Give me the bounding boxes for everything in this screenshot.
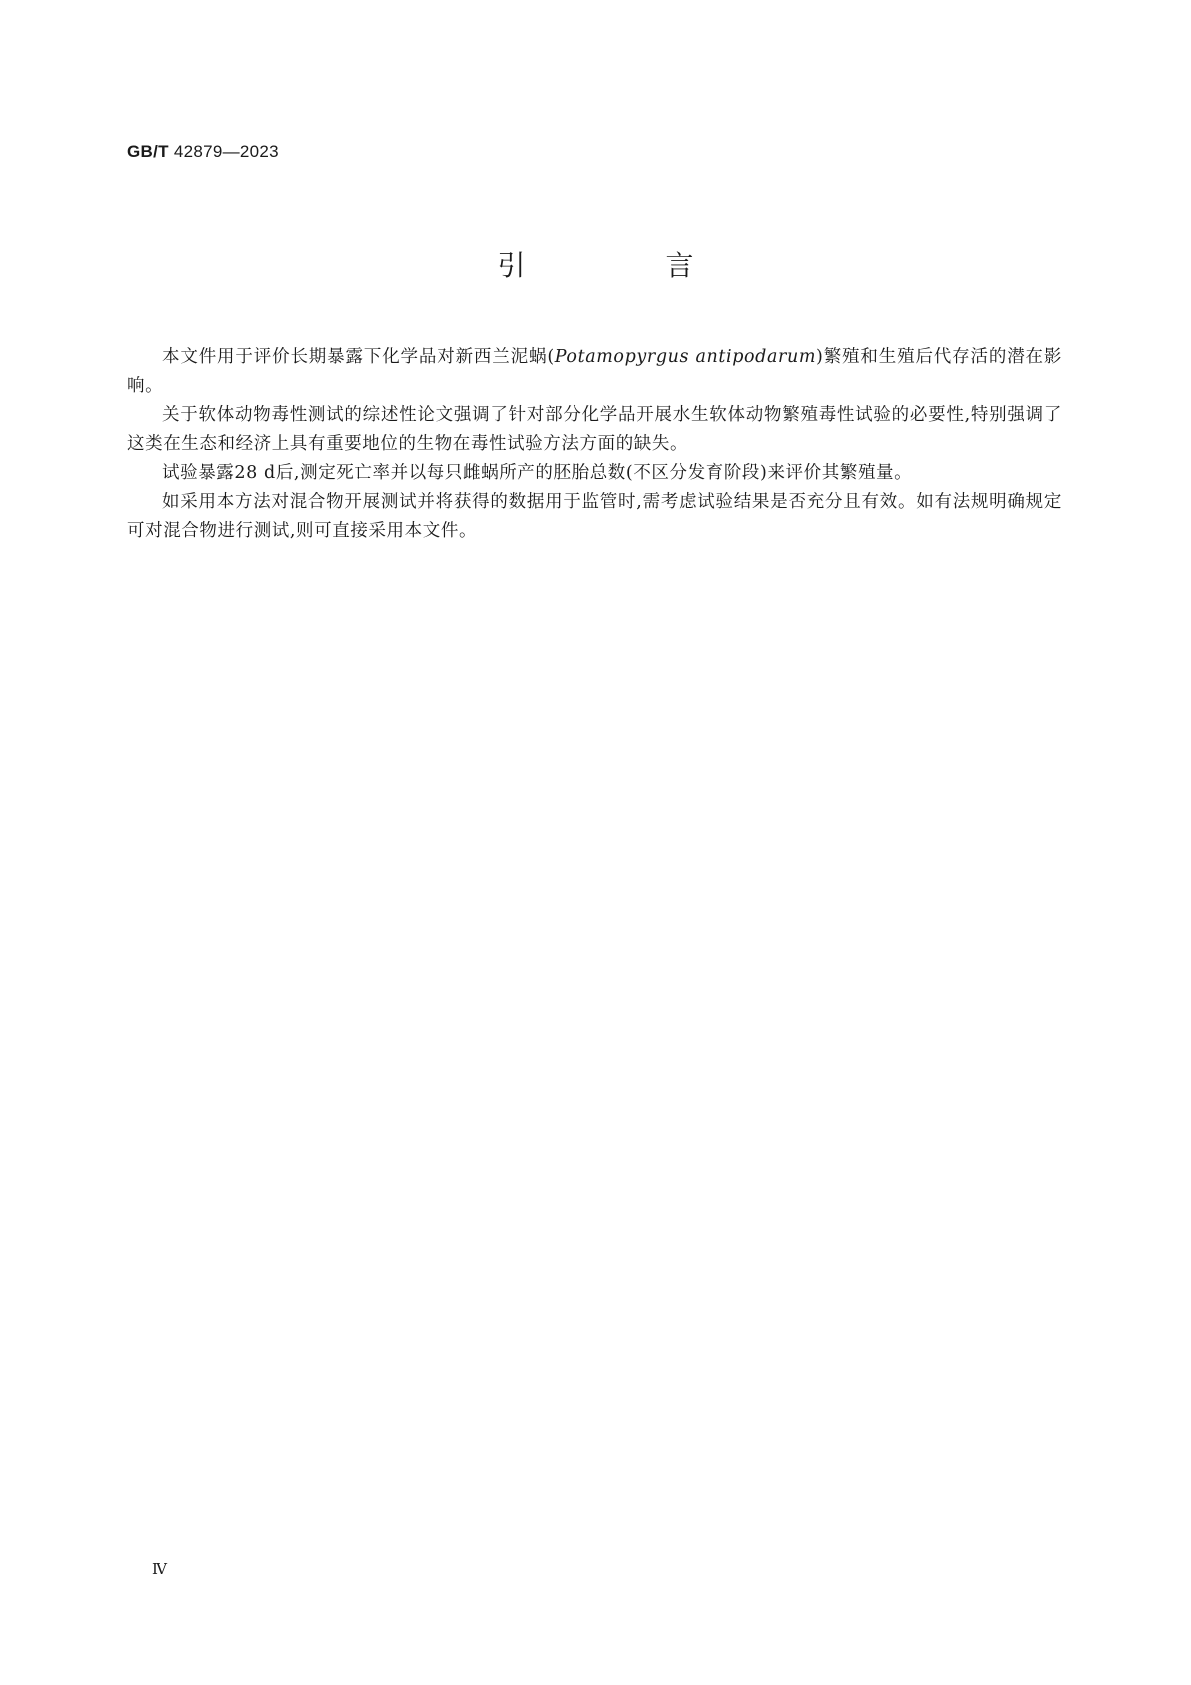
- standard-prefix: GB/T: [127, 142, 169, 161]
- species-name: Potamopyrgus antipodarum: [554, 347, 817, 367]
- standard-number: 42879—2023: [173, 142, 279, 161]
- paragraph-1-text-a: 本文件用于评价长期暴露下化学品对新西兰泥蜗(: [162, 347, 555, 367]
- paragraph-1-text-b: )繁殖和生殖后代存活的潜在影响。: [127, 347, 1062, 396]
- paragraph-2: 关于软体动物毒性测试的综述性论文强调了针对部分化学品开展水生软体动物繁殖毒性试验的必要性,特别强调了这类在生态和经济上具有重要地位的生物在毒性试验方法方面的缺失。: [127, 405, 1062, 454]
- section-title: 引 言: [497, 249, 750, 282]
- page-number: Ⅳ: [152, 1560, 167, 1578]
- paragraph-1: [127, 343, 1062, 401]
- paragraph-4: 如采用本方法对混合物开展测试并将获得的数据用于监管时,需考虑试验结果是否充分且有效。如有法规明确规定可对混合物进行测试,则可直接采用本文件。: [127, 492, 1062, 541]
- introduction-body: [127, 343, 1062, 546]
- standard-code: [127, 142, 279, 162]
- paragraph-3: 试验暴露28 d后,测定死亡率并以每只雌蜗所产的胚胎总数(不区分发育阶段)来评价其繁殖量。: [162, 463, 913, 483]
